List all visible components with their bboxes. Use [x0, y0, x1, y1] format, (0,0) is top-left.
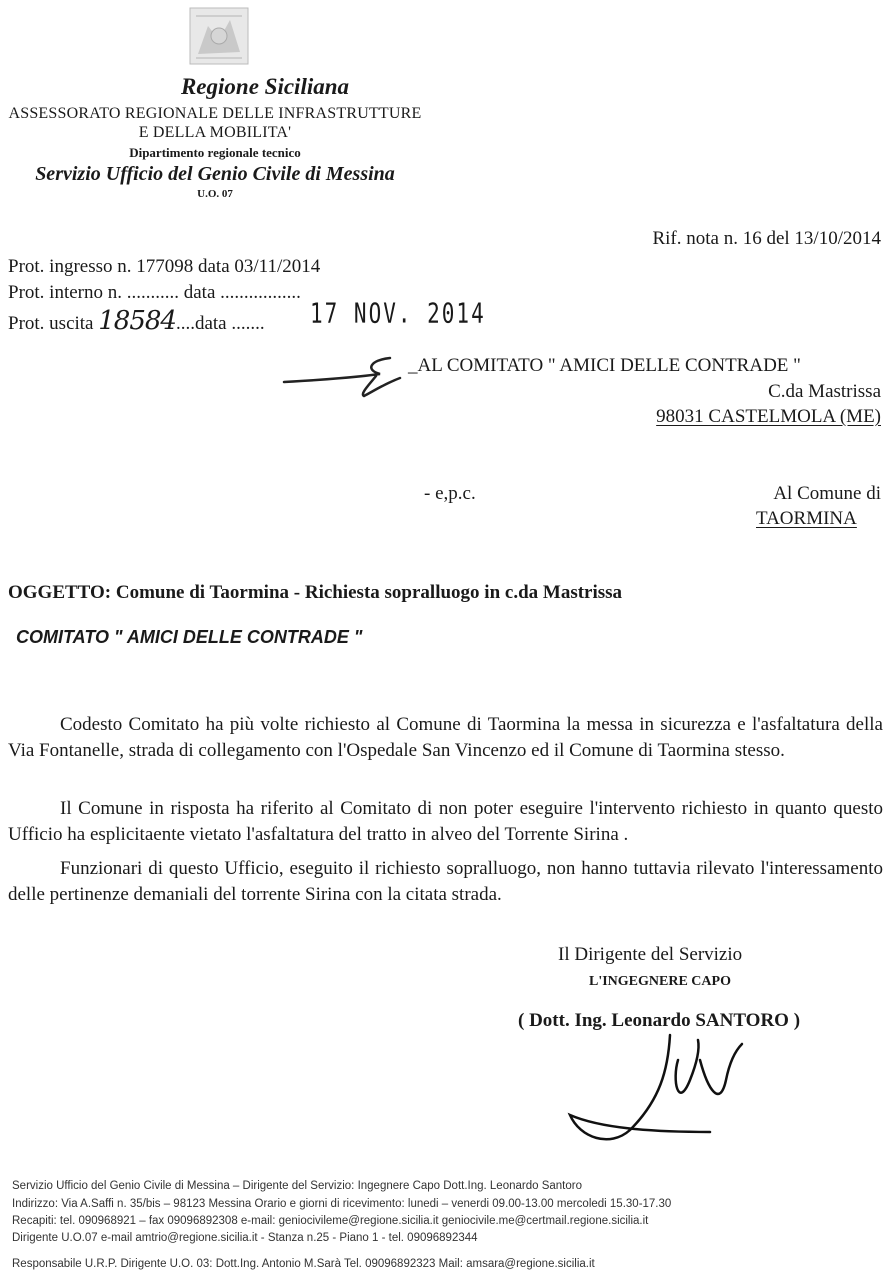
- footer-line-3: Recapiti: tel. 090968921 – fax 09096892308 e-mail: geniocivileme@regione.sicilia.it geniocivile.me@certmail.regione.sicilia.it: [12, 1215, 649, 1227]
- emblem-graphic: [188, 6, 250, 66]
- footer-line-4: Dirigente U.O.07 e-mail amtrio@regione.sicilia.it - Stanza n.25 - Piano 1 - tel. 09096892344: [12, 1232, 478, 1244]
- servizio-title: Servizio Ufficio del Genio Civile di Messina: [35, 163, 395, 185]
- body-paragraph-2: Il Comune in risposta ha riferito al Comitato di non poter eseguire l'intervento richiesto in quanto questo Ufficio ha esplicitaente vietato l'asfaltatura del tratto in alveo del Torrente Sirina .: [8, 798, 883, 845]
- region-title: Regione Siciliana: [180, 74, 350, 99]
- recipient-name: _AL COMITATO " AMICI DELLE CONTRADE ": [408, 355, 801, 376]
- footer-line-5: Responsabile U.R.P. Dirigente U.O. 03: Dott.Ing. Antonio M.Sarà Tel. 09096892323 Mail: amsara@regione.sicilia.it: [12, 1258, 595, 1270]
- assessorato-line1: ASSESSORATO REGIONALE DELLE INFRASTRUTTURE: [8, 105, 422, 122]
- dipartimento: Dipartimento regionale tecnico: [129, 145, 301, 160]
- body-paragraph-3: Funzionari di questo Ufficio, eseguito il richiesto sopralluogo, non hanno tuttavia rilevato l'interessamento delle pertinenze demaniali del torrente Sirina con la citata strada.: [8, 858, 883, 905]
- subject-comitato: COMITATO " AMICI DELLE CONTRADE ": [16, 627, 363, 647]
- signature-role: Il Dirigente del Servizio: [558, 944, 743, 965]
- protocol-uscita-dots: ....data .......: [175, 313, 265, 334]
- uo-code: U.O. 07: [197, 188, 233, 200]
- date-stamp: 17 NOV. 2014: [310, 298, 486, 330]
- recipient-city: 98031 CASTELMOLA (ME): [656, 406, 881, 427]
- cc-city: TAORMINA: [756, 508, 857, 529]
- protocol-ingresso: Prot. ingresso n. 177098 data 03/11/2014: [8, 256, 321, 277]
- protocol-uscita-label: Prot. uscita: [8, 313, 94, 334]
- handwritten-signature: [560, 1020, 760, 1150]
- body-paragraph-1: Codesto Comitato ha più volte richiesto al Comune di Taormina la messa in sicurezza e l'asfaltatura della Via Fontanelle, strada di collegamento con l'Ospedale San Vincenzo ed il Comune di Taormina stesso.: [8, 714, 883, 761]
- assessorato-line2: E DELLA MOBILITA': [138, 124, 292, 141]
- signature-name: ( Dott. Ing. Leonardo SANTORO ): [518, 1010, 801, 1031]
- subject-line: OGGETTO: Comune di Taormina - Richiesta sopralluogo in c.da Mastrissa: [8, 582, 623, 603]
- reference-note: Rif. nota n. 16 del 13/10/2014: [652, 228, 881, 249]
- recipient-name-text: AL COMITATO " AMICI DELLE CONTRADE ": [417, 355, 801, 376]
- region-emblem: [188, 6, 250, 66]
- cc-recipient: Al Comune di: [773, 483, 881, 504]
- protocol-uscita: [8, 306, 265, 336]
- cc-label: - e,p.c.: [424, 483, 476, 504]
- recipient-street: C.da Mastrissa: [768, 381, 881, 402]
- protocol-uscita-number: 18584: [98, 306, 176, 336]
- protocol-interno: Prot. interno n. ........... data .................: [8, 282, 301, 303]
- handwritten-arrow: [280, 350, 420, 400]
- footer-line-1: Servizio Ufficio del Genio Civile di Messina – Dirigente del Servizio: Ingegnere Capo Dott.Ing. Leonardo Santoro: [12, 1180, 582, 1192]
- signature-title: L'INGEGNERE CAPO: [589, 974, 731, 989]
- footer-line-2: Indirizzo: Via A.Saffi n. 35/bis – 98123 Messina Orario e giorni di ricevimento: lunedi – venerdi 09.00-13.00 mercoledi 15.30-17.30: [12, 1198, 672, 1210]
